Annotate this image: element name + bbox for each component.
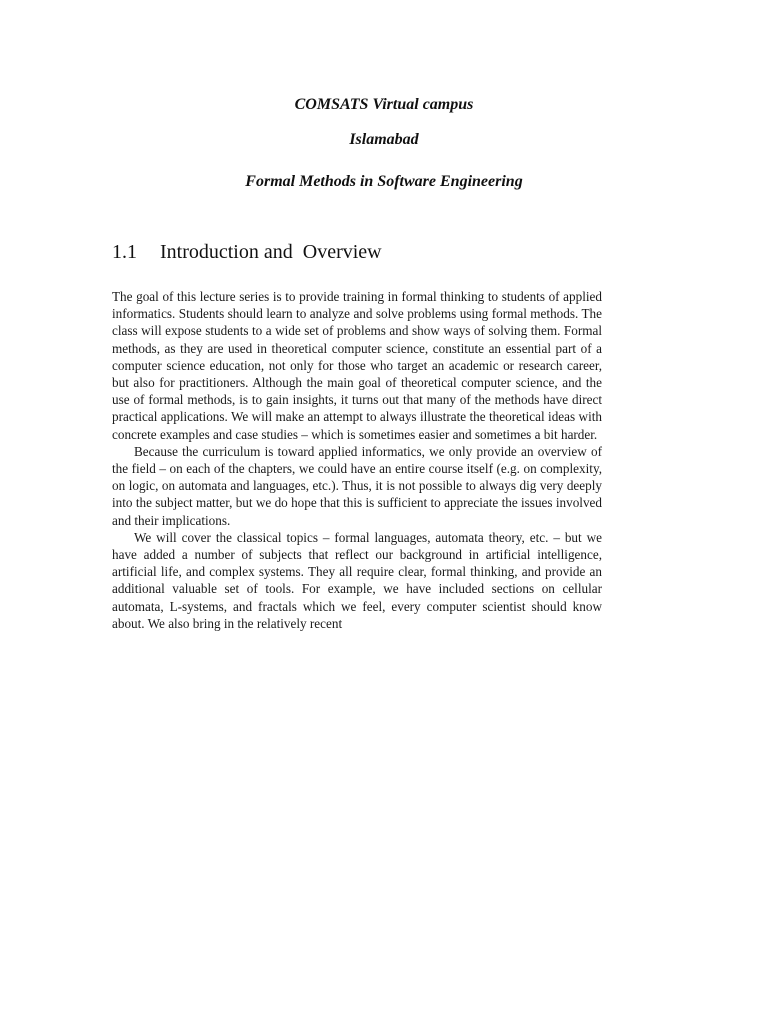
city-title: Islamabad xyxy=(349,131,419,148)
paragraph-3: We will cover the classical topics – formal languages, automata theory, etc. – but we have added a number of subjects that reflect our background in artificial intelligence, artificial life, and complex systems. They all require clear, formal thinking, and provide an additional valuable set of tools. For example, we have included sections on cellular automata, L-systems, and fractals which we feel, every computer scientist should know about. We also bring in the relatively recent xyxy=(112,529,602,631)
course-title: Formal Methods in Software Engineering xyxy=(245,173,523,190)
section-heading xyxy=(112,241,382,264)
paragraph-2: Because the curriculum is toward applied informatics, we only provide an overview of the field – on each of the chapters, we could have an entire course itself (e.g. on complexity, on logic, on automata and languages, etc.). Thus, it is not possible to always dig very deeply into the subject matter, but we do hope that this is sufficient to appreciate the issues involved and their implications. xyxy=(112,443,602,528)
paragraph-1: The goal of this lecture series is to provide training in formal thinking to students of applied informatics. Students should learn to analyze and solve problems using formal methods. The class will expose students to a wide set of problems and show ways of solving them. Formal methods, as they are used in theoretical computer science, constitute an essential part of a computer science education, not only for those who target an academic or research career, but also for practitioners. Although the main goal of theoretical computer science, and the use of formal methods, is to gain insights, it turns out that many of the methods have direct practical applications. We will make an attempt to always illustrate the theoretical ideas with concrete examples and case studies – which is sometimes easier and sometimes a bit harder. xyxy=(112,289,602,442)
institution-title: COMSATS Virtual campus xyxy=(294,96,474,113)
section-number: 1.1 xyxy=(112,241,137,263)
section-title: Introduction and Overview xyxy=(160,241,382,263)
body-text xyxy=(112,288,602,632)
